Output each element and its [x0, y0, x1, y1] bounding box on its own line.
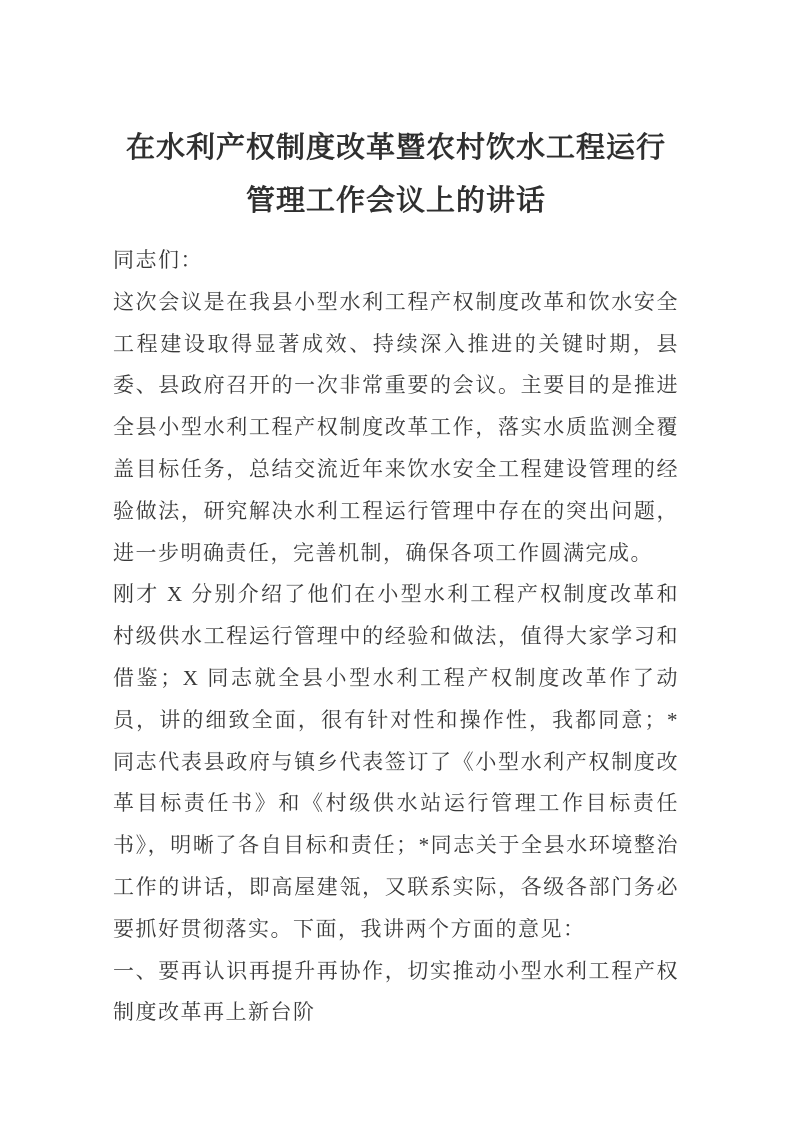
paragraph-meeting-intro: 这次会议是在我县小型水利工程产权制度改革和饮水安全工程建设取得显著成效、持续深入推进的关键时期，县委、县政府召开的一次非常重要的会议。主要目的是推进全县小型水利工程产权制度改革工作，落实水质监测全覆盖目标任务，总结交流近年来饮水安全工程建设管理的经验做法，研究解决水利工程运行管理中存在的突出问题，进一步明确责任，完善机制，确保各项工作圆满完成。: [113, 289, 679, 565]
paragraph-speaker-remarks: 刚才 X 分别介绍了他们在小型水利工程产权制度改革和村级供水工程运行管理中的经验和做法，值得大家学习和借鉴；X 同志就全县小型水利工程产权制度改革作了动员，讲的细致全面，很有针对性和操作性，我都同意；*同志代表县政府与镇乡代表签订了《小型水利产权制度改革目标责任书》和《村级供水站运行管理工作目标责任书》，明晰了各自目标和责任；*同志关于全县水环境整治工作的讲话，即高屋建瓴，又联系实际，各级各部门务必要抓好贯彻落实。下面，我讲两个方面的意见：: [113, 582, 679, 941]
document-body: [113, 240, 679, 1034]
paragraph-section-heading: 一、要再认识再提升再协作，切实推动小型水利工程产权制度改革再上新台阶: [113, 958, 679, 1025]
document-title-line-2: 管理工作会议上的讲话: [245, 185, 546, 217]
document-title-line-1: 在水利产权制度改革暨农村饮水工程运行: [125, 132, 666, 164]
document-title: [113, 122, 679, 228]
paragraph-salutation: 同志们：: [113, 248, 203, 272]
